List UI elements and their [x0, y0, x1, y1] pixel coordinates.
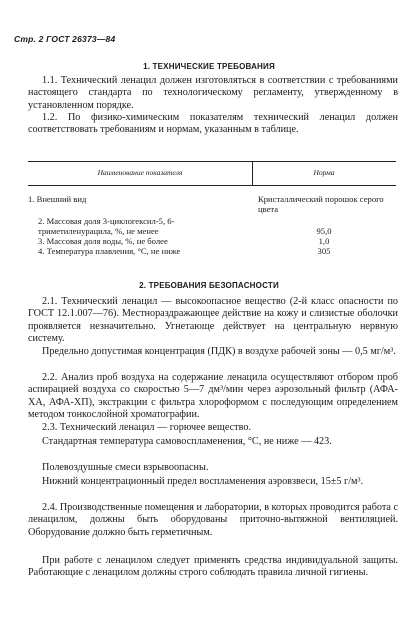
table-header-norm: Норма: [313, 168, 335, 177]
table-row-3-name: 3. Массовая доля воды, %, не более: [38, 236, 168, 246]
paragraph-2-1: 2.1. Технический ленацил — высокоопасное вещество (2-й класс опасности по ГОСТ 12.1.007—76). Местнораздражающее действие на кожу и слизистые оболочки проявляется незначительно. Угнетающе действует на центральную нервную систему.: [28, 296, 398, 345]
paragraph-2-3-temperature: Стандартная температура самовоспламенения, °С, не ниже — 423.: [42, 436, 332, 447]
paragraph-1-1: 1.1. Технический ленацил должен изготовляться в соответствии с требованиями настоящего стандарта по технологическому регламенту, утвержденному в установленном порядке.: [28, 75, 398, 111]
table-row-2-value: 95,0: [316, 226, 332, 236]
table-row-3-value: 1,0: [318, 236, 330, 246]
section-2-title: 2. ТРЕБОВАНИЯ БЕЗОПАСНОСТИ: [139, 281, 279, 290]
paragraph-2-2: 2.2. Анализ проб воздуха на содержание ленацила осуществляют отбором проб аспирацией воздуха со скоростью 5—7 дм³/мин через аэрозольный фильтр (АФА-ХА, АФА-ХП), экстракции с фильтра хлороформом с последующим определением методом тонкослойной хроматографии.: [28, 372, 398, 421]
table-row-4-name: 4. Температура плавления, °С, не ниже: [38, 246, 181, 256]
table-row-1-value: Кристаллический порошок серого цвета: [258, 194, 384, 214]
paragraph-2-4-protection: При работе с ленацилом следует применять средства индивидуальной защиты. Работающие с ленацилом должны строго соблюдать правила личной гигиены.: [28, 555, 398, 579]
paragraph-2-3-limit: Нижний концентрационный предел воспламенения аэровзвеси, 15±5 г/м³.: [42, 476, 364, 487]
table-header-name: Наименование показателя: [97, 168, 183, 177]
paragraph-2-4: 2.4. Производственные помещения и лаборатории, в которых проводится работа с ленацилом, должны быть оборудованы приточно-вытяжной вентиляцией. Оборудование должно быть герметичным.: [28, 502, 399, 538]
table-row-1-name: 1. Внешний вид: [28, 194, 87, 204]
table-header-rule: [28, 185, 396, 186]
table-row-2-name: 2. Массовая доля 3-циклогексил-5, 6-триметиленурацила, %, не менее: [38, 216, 175, 236]
paragraph-2-1-pdk: Предельно допустимая концентрация (ПДК) в воздухе рабочей зоны — 0,5 мг/м³.: [42, 346, 396, 357]
table-row-4-value: 305: [317, 246, 331, 256]
page-header: Стр. 2 ГОСТ 26373—84: [14, 34, 116, 44]
paragraph-2-3-mixtures: Полевоздушные смеси взрывоопасны.: [42, 462, 209, 473]
section-1-title: 1. ТЕХНИЧЕСКИЕ ТРЕБОВАНИЯ: [143, 62, 275, 71]
paragraph-2-3: 2.3. Технический ленацил — горючее вещество.: [42, 422, 252, 433]
table-top-rule: [28, 161, 396, 162]
paragraph-1-2: 1.2. По физико-химическим показателям технический ленацил должен соответствовать требованиям и нормам, указанным в таблице.: [28, 112, 398, 136]
